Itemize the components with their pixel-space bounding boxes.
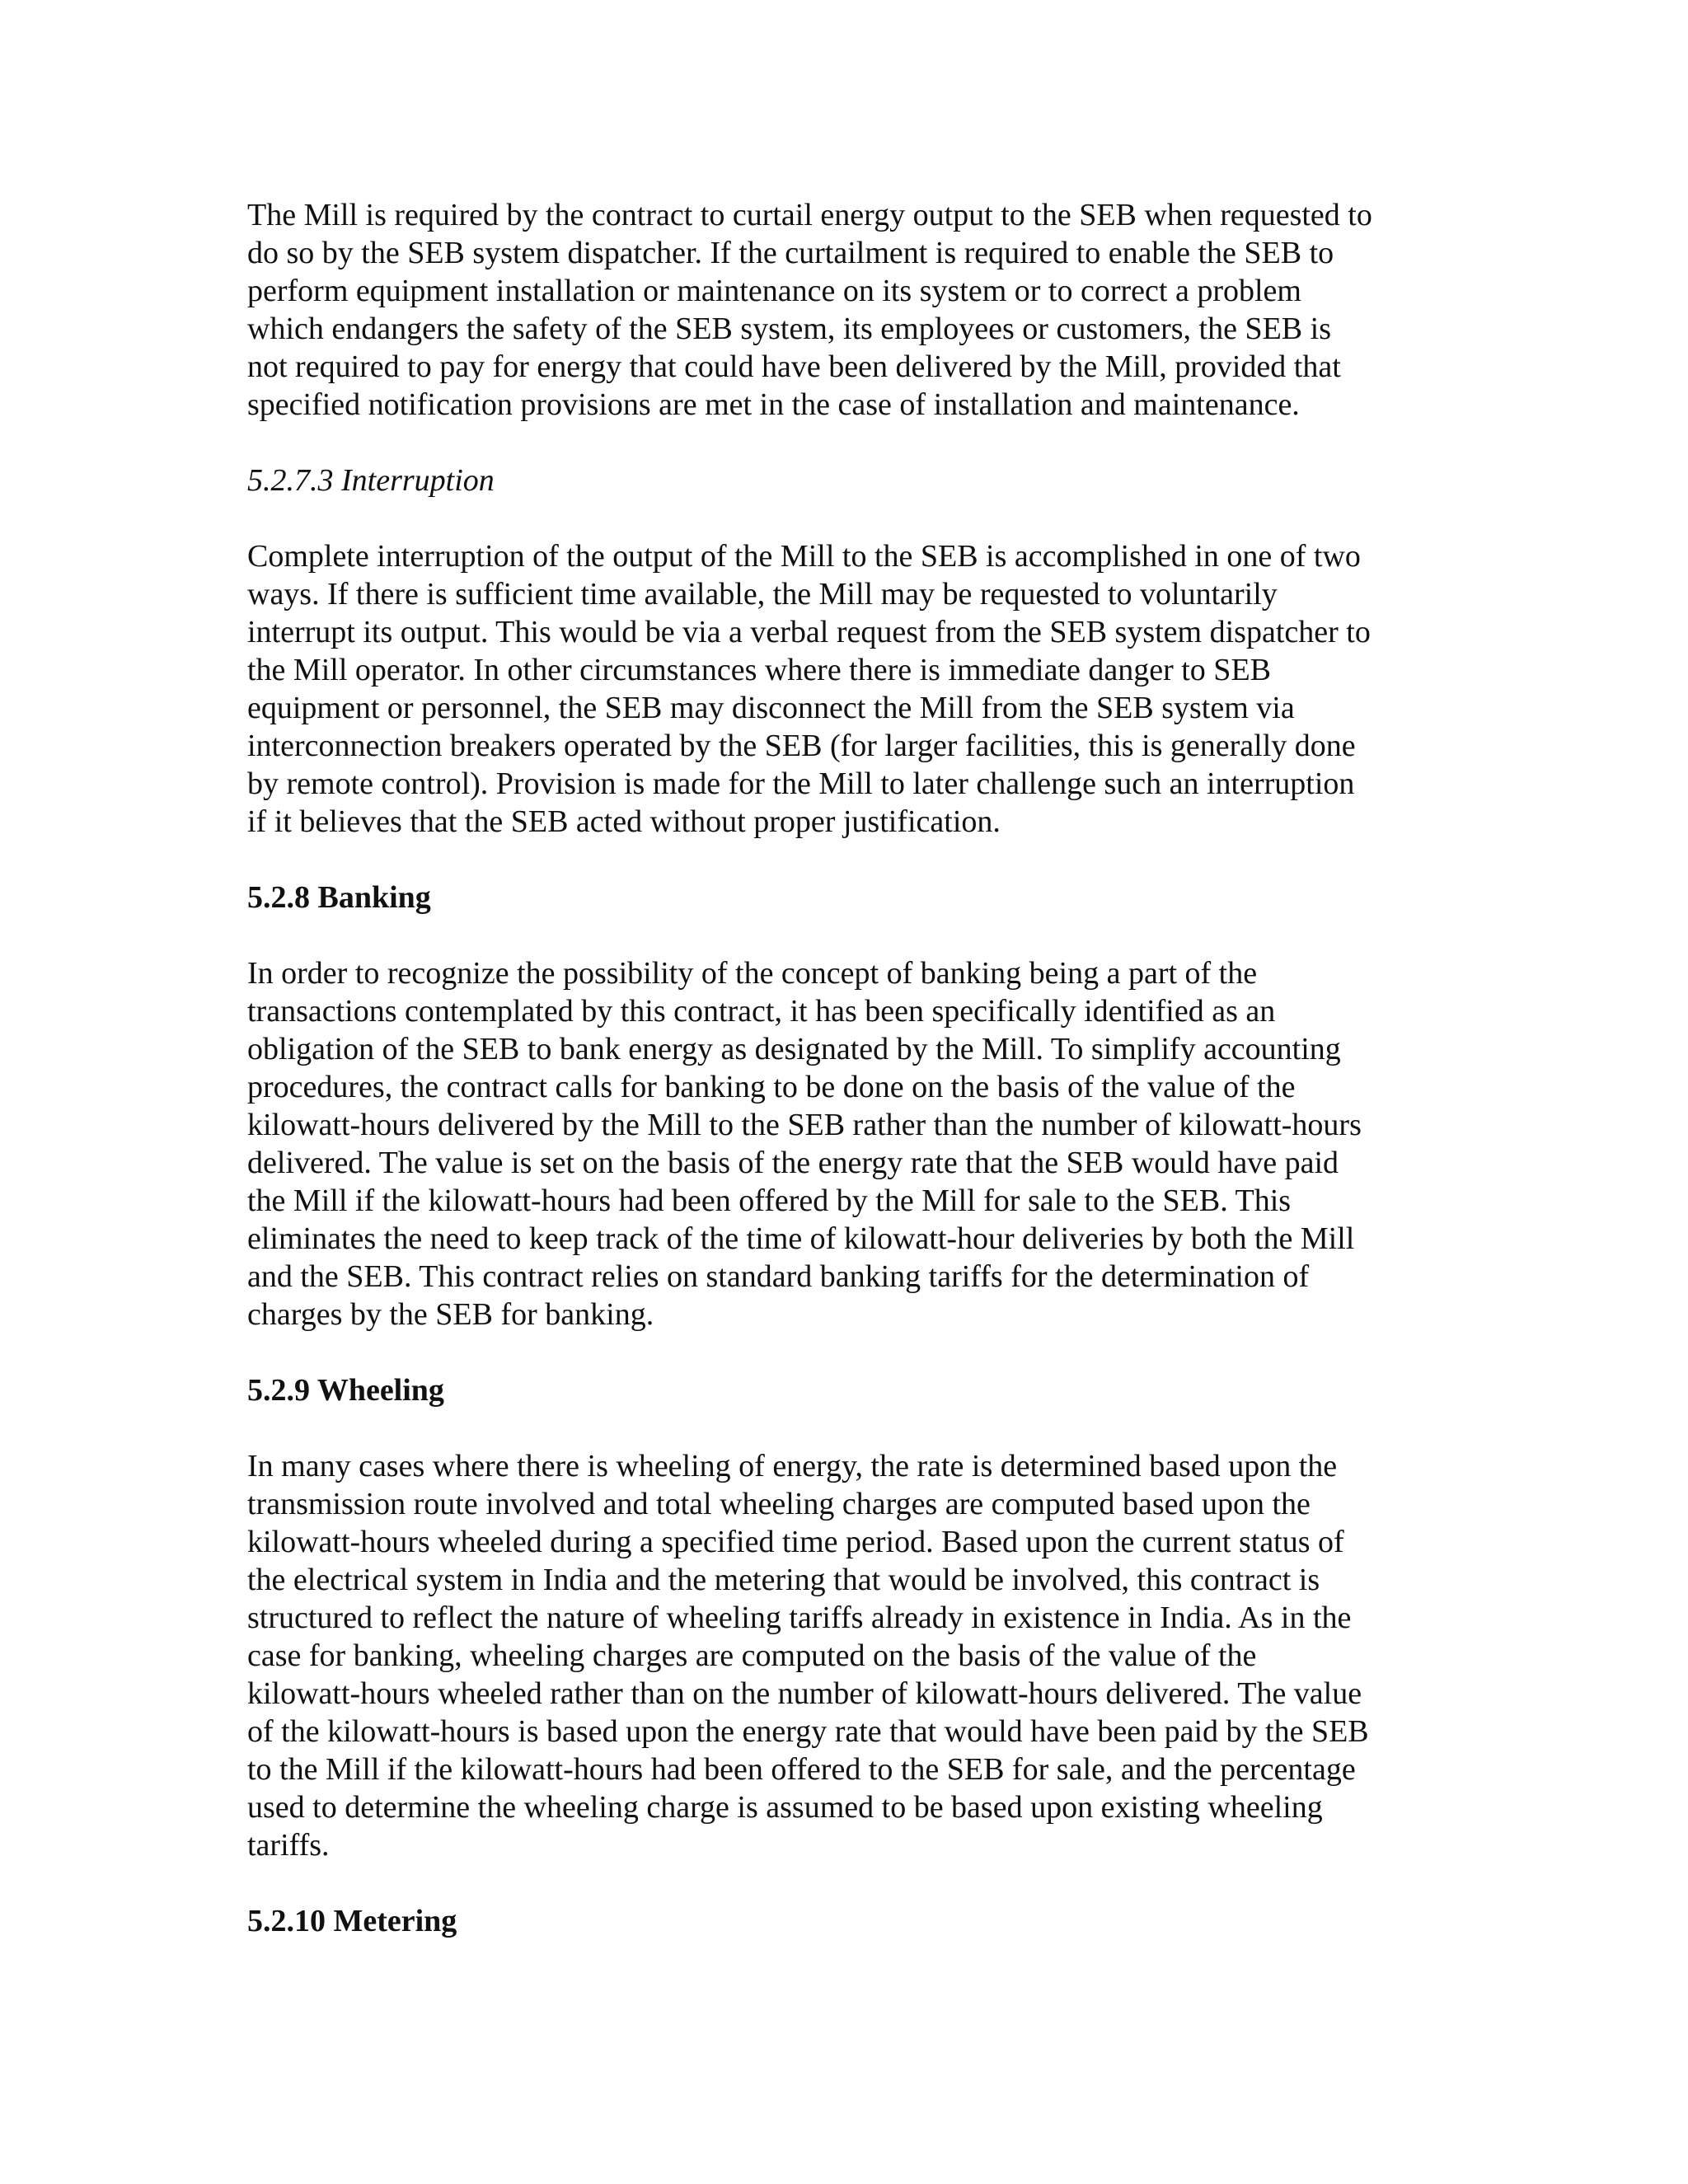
heading-banking: 5.2.8 Banking (247, 880, 431, 915)
subheading-interruption: 5.2.7.3 Interruption (247, 463, 495, 498)
heading-metering: 5.2.10 Metering (247, 1904, 457, 1938)
paragraph-interruption: Complete interruption of the output of the Mill to the SEB is accomplished in one of two ways. If there is sufficient time available, the Mill may be requested to voluntarily interrupt its output. This would be via a verbal request from the SEB system dispatcher to the Mill operator. In other circumstances where there is immediate danger to SEB equipment or personnel, the SEB may disconnect the Mill from the SEB system via interconnection breakers operated by the SEB (for larger facilities, this is generally done by remote control). Provision is made for the Mill to later challenge such an interruption if it believes that the SEB acted without proper justification. (247, 539, 1371, 839)
paragraph-curtailment: The Mill is required by the contract to curtail energy output to the SEB when requested to do so by the SEB system dispatcher. If the curtailment is required to enable the SEB to perform equipment installation or maintenance on its system or to correct a problem which endangers the safety of the SEB system, its employees or customers, the SEB is not required to pay for energy that could have been delivered by the Mill, provided that specified notification provisions are met in the case of installation and maintenance. (247, 198, 1372, 422)
paragraph-wheeling: In many cases where there is wheeling of energy, the rate is determined based upon the transmission route involved and total wheeling charges are computed based upon the kilowatt-hours wheeled during a specified time period. Based upon the current status of the electrical system in India and the metering that would be involved, this contract is structured to reflect the nature of wheeling tariffs already in existence in India. As in the case for banking, wheeling charges are computed on the basis of the value of the kilowatt-hours wheeled rather than on the number of kilowatt-hours delivered. The value of the kilowatt-hours is based upon the energy rate that would have been paid by the SEB to the Mill if the kilowatt-hours had been offered to the SEB for sale, and the percentage used to determine the wheeling charge is assumed to be based upon existing wheeling tariffs. (247, 1449, 1369, 1863)
document-page (247, 196, 1451, 1978)
heading-wheeling: 5.2.9 Wheeling (247, 1373, 444, 1408)
paragraph-banking: In order to recognize the possibility of the concept of banking being a part of the transactions contemplated by this contract, it has been specifically identified as an obligation of the SEB to bank energy as designated by the Mill. To simplify accounting procedures, the contract calls for banking to be done on the basis of the value of the kilowatt-hours delivered by the Mill to the SEB rather than the number of kilowatt-hours delivered. The value is set on the basis of the energy rate that the SEB would have paid the Mill if the kilowatt-hours had been offered by the Mill for sale to the SEB. This eliminates the need to keep track of the time of kilowatt-hour deliveries by both the Mill and the SEB. This contract relies on standard banking tariffs for the determination of charges by the SEB for banking. (247, 956, 1362, 1332)
